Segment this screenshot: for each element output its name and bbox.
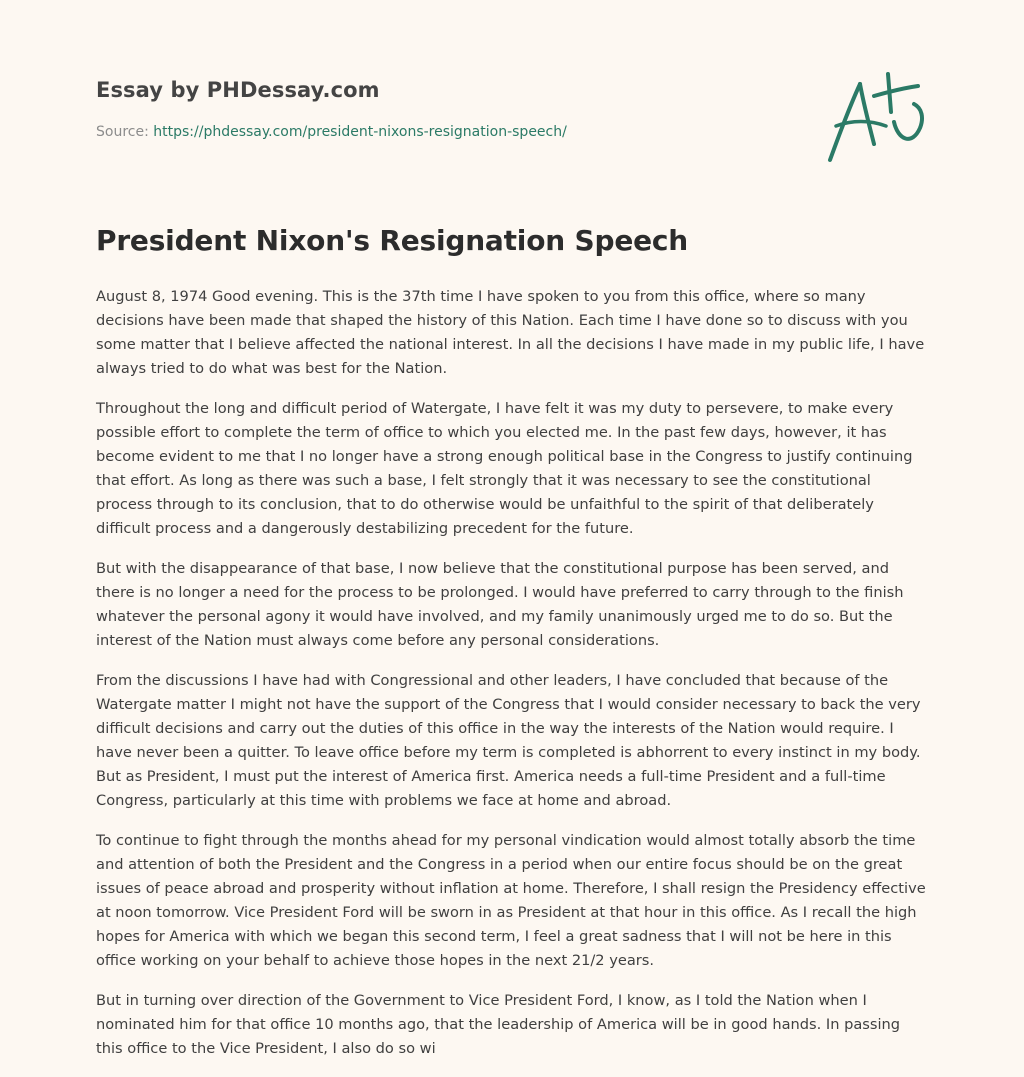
essay-paragraph: But with the disappearance of that base, I now believe that the constitutional purpose has been served, and there is no longer a need for the process to be prolonged. I would have preferred to carry through to the finish whatever the personal agony it would have involved, and my family unanimously urged me to do so. But the interest of the Nation must always come before any personal considerations.	[96, 560, 904, 649]
essay-title: President Nixon's Resignation Speech	[96, 224, 689, 257]
a-plus-logo-icon	[826, 66, 928, 166]
brand-title: Essay by PHDessay.com	[96, 78, 380, 102]
essay-paragraph: But in turning over direction of the Government to Vice President Ford, I know, as I told the Nation when I nominated him for that office 10 months ago, that the leadership of America will be in good hands. In passing this office to the Vice President, I also do so wi	[96, 992, 901, 1057]
source-line	[96, 124, 567, 140]
source-label: Source:	[96, 124, 149, 140]
source-link[interactable]: https://phdessay.com/president-nixons-resignation-speech/	[153, 124, 567, 140]
page-header	[96, 0, 928, 180]
essay-paragraph: Throughout the long and difficult period of Watergate, I have felt it was my duty to persevere, to make every possible effort to complete the term of office to which you elected me. In the past few days, however, it has become evident to me that I no longer have a strong enough political base in the Congress to justify continuing that effort. As long as there was such a base, I felt strongly that it was necessary to see the constitutional process through to its conclusion, that to do otherwise would be unfaithful to the spirit of that deliberately difficult process and a dangerously destabilizing precedent for the future.	[96, 400, 913, 537]
essay-paragraph: August 8, 1974 Good evening. This is the 37th time I have spoken to you from this office, where so many decisions have been made that shaped the history of this Nation. Each time I have done so to discuss with you some matter that I believe affected the national interest. In all the decisions I have made in my public life, I have always tried to do what was best for the Nation.	[96, 288, 925, 377]
essay-body	[96, 285, 928, 1077]
essay-paragraph: From the discussions I have had with Congressional and other leaders, I have concluded that because of the Watergate matter I might not have the support of the Congress that I would consider necessary to back the very difficult decisions and carry out the duties of this office in the way the interests of the Nation would require. I have never been a quitter. To leave office before my term is completed is abhorrent to every instinct in my body. But as President, I must put the interest of America first. America needs a full-time President and a full-time Congress, particularly at this time with problems we face at home and abroad.	[96, 672, 921, 809]
essay-paragraph: To continue to fight through the months ahead for my personal vindication would almost totally absorb the time and attention of both the President and the Congress in a period when our entire focus should be on the great issues of peace abroad and prosperity without inflation at home. Therefore, I shall resign the Presidency effective at noon tomorrow. Vice President Ford will be sworn in as President at that hour in this office. As I recall the high hopes for America with which we began this second term, I feel a great sadness that I will not be here in this office working on your behalf to achieve those hopes in the next 21/2 years.	[96, 832, 926, 969]
